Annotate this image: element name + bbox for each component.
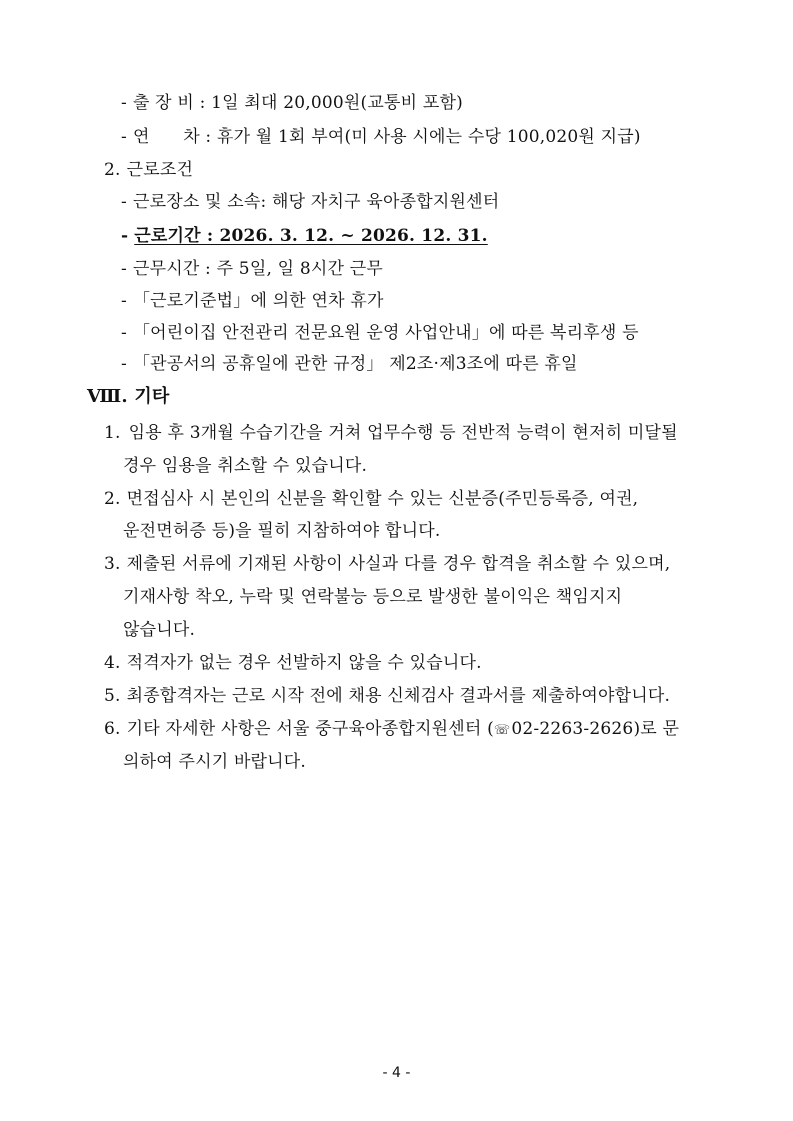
list-dash: - xyxy=(121,226,129,246)
note-3-line-1: 제출된 서류에 기재된 사항이 사실과 다를 경우 합격을 취소할 수 있으며, xyxy=(126,554,671,574)
section-title-etc: Ⅷ. 기타 xyxy=(87,386,170,407)
note-3-line-2: 기재사항 착오, 누락 및 연락불능 등으로 발생한 불이익은 책임지지 xyxy=(123,587,623,607)
conditions-heading xyxy=(104,158,193,182)
note-number: 1. xyxy=(104,423,121,443)
list-dash: - xyxy=(121,259,127,279)
note-2-line-1: 면접심사 시 본인의 신분을 확인할 수 있는 신분증(주민등록증, 여권, xyxy=(126,489,639,509)
condition-holidays-text: 「관공서의 공휴일에 관한 규정」 제2조·제3조에 따른 휴일 xyxy=(132,354,578,374)
list-dash: - xyxy=(121,93,127,113)
pay-annual-text: 연 차 : 휴가 월 1회 부여(미 사용 시에는 수당 100,020원 지급) xyxy=(132,127,641,147)
note-4 xyxy=(104,651,482,675)
condition-location-text: 근로장소 및 소속: 해당 자치구 육아종합지원센터 xyxy=(132,192,500,212)
list-dash: - xyxy=(121,323,127,343)
note-1-line-1: 임용 후 3개월 수습기간을 거쳐 업무수행 등 전반적 능력이 현저히 미달될 xyxy=(128,423,678,443)
list-dash: - xyxy=(121,127,127,147)
condition-welfare-text: 「어린이집 안전관리 전문요원 운영 사업안내」에 따른 복리후생 등 xyxy=(132,323,639,343)
note-number: 6. xyxy=(104,719,121,739)
condition-leave-text: 「근로기준법」에 의한 연차 휴가 xyxy=(132,291,384,311)
condition-period-text: 근로기간 : 2026. 3. 12. ~ 2026. 12. 31. xyxy=(134,226,488,246)
note-5-line-1: 최종합격자는 근로 시작 전에 채용 신체검사 결과서를 제출하여야합니다. xyxy=(126,686,671,706)
condition-hours-text: 근무시간 : 주 5일, 일 8시간 근무 xyxy=(132,259,383,279)
note-number: 4. xyxy=(104,653,121,673)
note-number: 5. xyxy=(104,686,121,706)
condition-item-leave xyxy=(121,289,384,313)
note-2 xyxy=(104,487,638,511)
condition-item-location xyxy=(121,190,499,214)
pay-item-travel xyxy=(121,91,463,115)
note-1-line-2: 경우 임용을 취소할 수 있습니다. xyxy=(123,456,368,476)
note-3 xyxy=(104,552,670,576)
note-3-line-3: 않습니다. xyxy=(123,620,196,640)
condition-item-holidays xyxy=(121,352,578,376)
condition-item-hours xyxy=(121,257,383,281)
pay-travel-text: 출 장 비 : 1일 최대 20,000원(교통비 포함) xyxy=(132,93,463,113)
phone-icon: ☏ xyxy=(493,723,511,738)
conditions-title: 근로조건 xyxy=(126,160,194,180)
condition-item-period xyxy=(121,224,488,248)
list-dash: - xyxy=(121,354,127,374)
list-dash: - xyxy=(121,192,127,212)
note-2-line-2: 운전면허증 등)을 필히 지참하여야 합니다. xyxy=(123,521,441,541)
note-4-line-1: 적격자가 없는 경우 선발하지 않을 수 있습니다. xyxy=(126,653,482,673)
note-6-line-1-before: 기타 자세한 사항은 서울 중구육아종합지원센터 ( xyxy=(126,719,494,739)
page-number: - 4 - xyxy=(382,1065,411,1081)
list-dash: - xyxy=(121,291,127,311)
note-6-line-2: 의하여 주시기 바랍니다. xyxy=(123,752,307,772)
pay-item-annual xyxy=(121,125,641,149)
conditions-number: 2. xyxy=(104,160,121,180)
note-number: 3. xyxy=(104,554,121,574)
note-number: 2. xyxy=(104,489,121,509)
note-6 xyxy=(104,717,679,743)
condition-item-welfare xyxy=(121,321,639,345)
note-1 xyxy=(104,421,708,445)
note-5 xyxy=(104,684,670,708)
note-6-line-1-after: 02-2263-2626)로 문 xyxy=(511,719,680,739)
